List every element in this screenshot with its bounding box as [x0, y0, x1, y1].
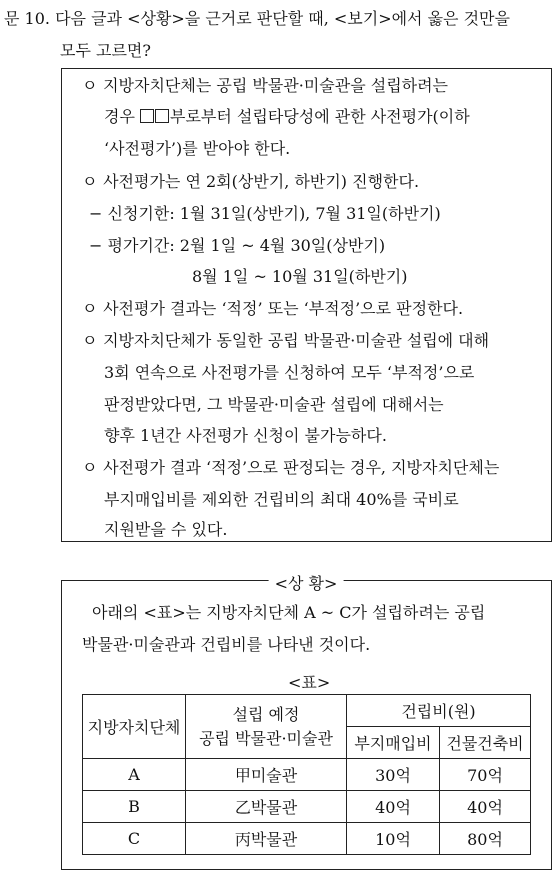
passage-p5-line2: 부지매입비를 제외한 건립비의 최대 40%를 국비로 [104, 490, 459, 509]
bullet-icon: ㅇ [82, 76, 98, 95]
header-local-gov: 지방자치단체 [83, 695, 186, 759]
header-cost: 건립비(원) [347, 695, 531, 727]
cost-table [82, 694, 531, 855]
bullet-icon: ㅇ [82, 299, 98, 318]
situation-title: <상 황> [269, 571, 344, 594]
table-row [83, 759, 531, 791]
header-planned-facility: 설립 예정 공립 박물관·미술관 [186, 695, 347, 759]
passage-p4-line4: 향후 1년간 사전평가 신청이 불가능하다. [104, 426, 387, 445]
question-line-2: 모두 고르면? [60, 41, 151, 60]
passage-p2-line4: 8월 1일 ~ 10월 31일(하반기) [192, 267, 408, 286]
passage-p2-line3: − 평가기간: 2월 1일 ~ 4월 30일(상반기) [89, 236, 386, 255]
header-building-cost: 건물건축비 [440, 727, 531, 759]
passage-p5-line1: ㅇ 사전평가 결과 ‘적정’으로 판정되는 경우, 지방자치단체는 [82, 458, 500, 477]
passage-p2-line1: ㅇ 사전평가는 연 2회(상반기, 하반기) 진행한다. [82, 172, 420, 191]
passage-p3-line1: ㅇ 사전평가 결과는 ‘적정’ 또는 ‘부적정’으로 판정한다. [82, 299, 464, 318]
passage-p4-line1: ㅇ 지방자치단체가 동일한 공립 박물관·미술관 설립에 대해 [82, 331, 490, 350]
cell-facility: 丙박물관 [186, 823, 347, 855]
passage-p1-line3: ‘사전평가’)를 받아야 한다. [104, 139, 291, 158]
situation-line2: 박물관·미술관과 건립비를 나타낸 것이다. [82, 635, 371, 654]
question-line-1: 문 10. 다음 글과 <상황>을 근거로 판단할 때, <보기>에서 옳은 것만을 [4, 9, 510, 28]
cell-gov: B [83, 791, 186, 823]
cell-gov: C [83, 823, 186, 855]
passage-p4-line3: 판정받았다면, 그 박물관·미술관 설립에 대해서는 [104, 395, 444, 414]
cell-building: 70억 [440, 759, 531, 791]
situation-line1: 아래의 <표>는 지방자치단체 A ~ C가 설립하려는 공립 [92, 603, 486, 622]
cell-land: 10억 [347, 823, 440, 855]
passage-p5-line3: 지원받을 수 있다. [104, 520, 228, 539]
cell-facility: 乙박물관 [186, 791, 347, 823]
cell-land: 40억 [347, 791, 440, 823]
cell-building: 80억 [440, 823, 531, 855]
cell-building: 40억 [440, 791, 531, 823]
cell-land: 30억 [347, 759, 440, 791]
passage-p1-line1: ㅇ 지방자치단체는 공립 박물관·미술관을 설립하려는 [82, 76, 449, 95]
table-row [83, 823, 531, 855]
bullet-icon: ㅇ [82, 331, 98, 350]
table-header-row [83, 695, 531, 727]
passage-p1-line2: 경우 부로부터 설립타당성에 관한 사전평가(이하 [104, 107, 470, 126]
blank-box-icon [140, 109, 154, 123]
bullet-icon: ㅇ [82, 172, 98, 191]
cell-facility: 甲미술관 [186, 759, 347, 791]
passage-p2-line2: − 신청기한: 1월 31일(상반기), 7월 31일(하반기) [89, 204, 441, 223]
cell-gov: A [83, 759, 186, 791]
table-title: <표> [288, 673, 331, 692]
bullet-icon: ㅇ [82, 458, 98, 477]
passage-p4-line2: 3회 연속으로 사전평가를 신청하여 모두 ‘부적정’으로 [104, 363, 475, 382]
header-land-cost: 부지매입비 [347, 727, 440, 759]
table-row [83, 791, 531, 823]
blank-box-icon [155, 109, 169, 123]
